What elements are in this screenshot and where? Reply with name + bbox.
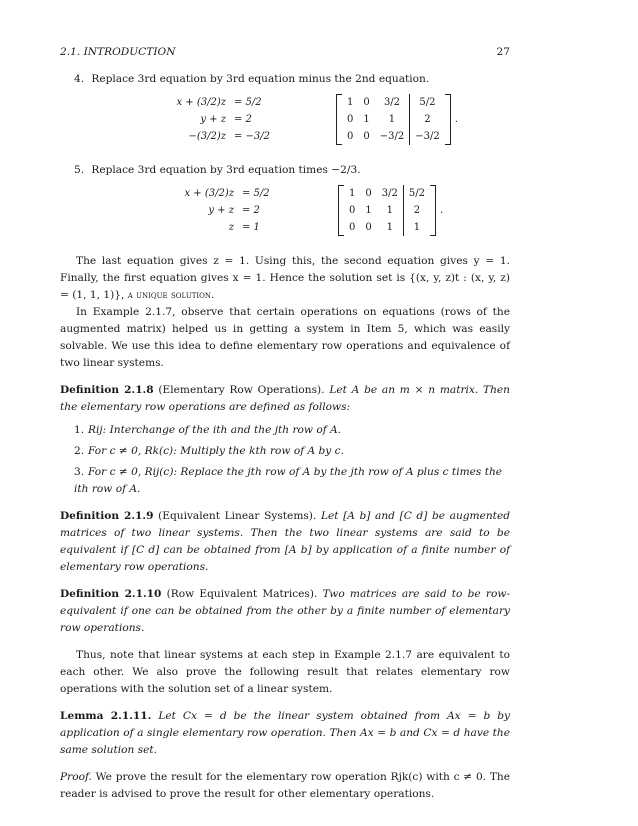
system-step-4 (60, 94, 510, 152)
running-header (60, 44, 510, 61)
section-title: 2.1. INTRODUCTION (60, 46, 176, 58)
list-item: 1. Rij: Interchange of the ith and the jth row of A. (74, 424, 342, 436)
lemma-2-1-11: Lemma 2.1.11. Let Cx = d be the linear system obtained from Ax = b by application of a single elementary row operation. Then Ax = b and Cx = d have the same solution set. (60, 710, 511, 756)
list-item: 3. For c ≠ 0, Rij(c): Replace the jth row of A by the jth row of A plus c times the ith row of A. (74, 466, 503, 495)
page (60, 44, 510, 803)
proof: Proof. We prove the result for the elementary row operation Rjk(c) with c ≠ 0. The reader is advised to prove the result for other elementary operations. (60, 771, 510, 800)
step-5: 5. Replace 3rd equation by 3rd equation times −2/3. (74, 164, 361, 176)
paragraph-example: In Example 2.1.7, observe that certain operations on equations (rows of the augmented matrix) helped us in getting a system in Item 5, which was easily solvable. We use this idea to define elementary row operations and equivalence of two linear systems. (60, 306, 510, 369)
system-step-5 (60, 185, 510, 243)
definition-2-1-9: Definition 2.1.9 (Equivalent Linear Systems). Let [A b] and [C d] be augmented matrices of two linear systems. Then the two linear systems are said to be equivalent if [C d] can be obtained from [A b] by application of a finite number of elementary row operations. (60, 510, 510, 573)
row-operations-list (74, 422, 510, 498)
equations-step-4: x + (3/2)z = 5/2 y + z = 2 −(3/2)z = −3/2 (176, 97, 271, 142)
matrix-step-5: 1 0 3/2 5/2 0 1 1 2 0 0 1 1 . (338, 185, 443, 236)
paragraph-solution: The last equation gives z = 1. Using this, the second equation gives y = 1. Finally, the first equation gives x = 1. Hence the solution set is {(x, y, z)t : (x, y, z) = (1, 1, 1)}, a unique solution. (60, 255, 510, 301)
equations-step-5: x + (3/2)z = 5/2 y + z = 2 z = 1 (184, 188, 270, 233)
list-item: 2. For c ≠ 0, Rk(c): Multiply the kth row of A by c. (74, 445, 344, 457)
step-5-text: Replace 3rd equation by 3rd equation times −2/3. (91, 164, 361, 176)
paragraph-equivalence: Thus, note that linear systems at each step in Example 2.1.7 are equivalent to each other. We also prove the following result that relates elementary row operations with the solution set of a linear system. (60, 649, 510, 695)
definition-2-1-10: Definition 2.1.10 (Row Equivalent Matrices). Two matrices are said to be row-equivalent if one can be obtained from the other by a finite number of elementary row operations. (60, 588, 510, 634)
matrix-step-4: 1 0 3/2 5/2 0 1 1 2 0 0 −3/2 −3/2 . (336, 94, 458, 145)
step-4: 4. Replace 3rd equation by 3rd equation minus the 2nd equation. (74, 73, 430, 85)
definition-2-1-8: Definition 2.1.8 (Elementary Row Operations). Let A be an m × n matrix. Then the elementary row operations are defined as follows: 1. Rij: Interchange of the ith and the jth row of A. 2. For c ≠ 0, Rk(c): Multiply the kth row of A by c. 3. For c ≠ 0, Rij(c): Replace the jth row of A by the jth row of A plus c times the ith row of A. (60, 382, 510, 498)
page-number: 27 (496, 46, 510, 58)
step-4-text: Replace 3rd equation by 3rd equation minus the 2nd equation. (91, 73, 430, 85)
